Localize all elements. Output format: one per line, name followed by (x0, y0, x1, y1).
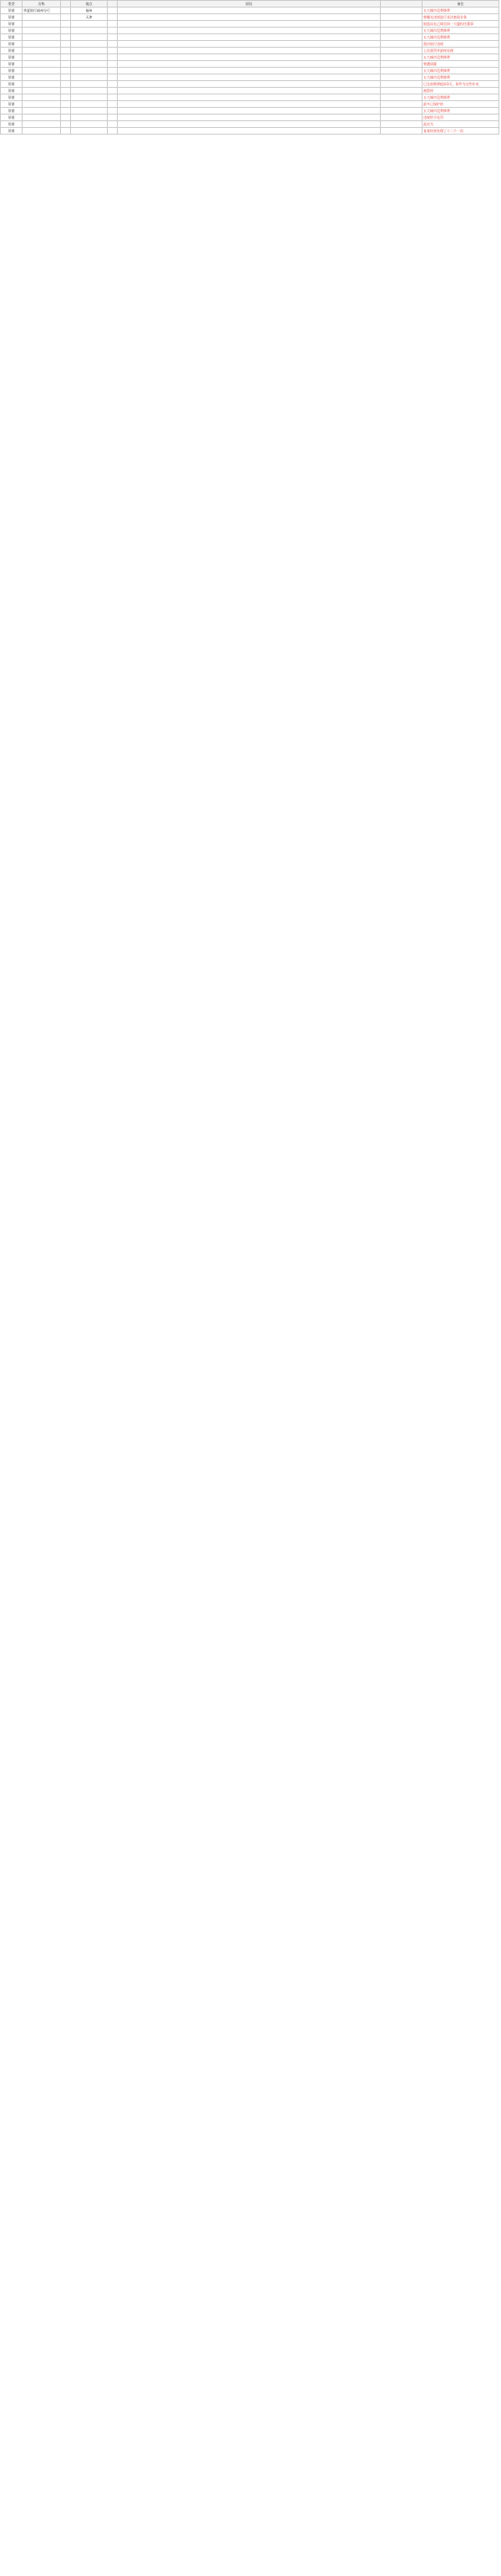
header-row (1, 1, 499, 8)
table-cell[interactable] (61, 48, 71, 54)
table-cell[interactable]: 吊销 (1, 21, 23, 28)
table-cell[interactable] (23, 74, 61, 81)
table-row (1, 8, 499, 14)
table-cell[interactable] (118, 94, 381, 101)
table-cell[interactable] (381, 54, 423, 61)
table-cell[interactable] (71, 41, 108, 48)
table-cell[interactable] (118, 68, 381, 74)
table-cell[interactable] (61, 54, 71, 61)
data-table (0, 0, 499, 135)
table-cell[interactable] (108, 101, 118, 108)
table-row (1, 81, 499, 88)
table-cell[interactable] (23, 81, 61, 88)
table-cell[interactable] (108, 74, 118, 81)
header-cell[interactable] (108, 1, 118, 8)
table-cell[interactable] (23, 54, 61, 61)
table-row (1, 115, 499, 121)
table-cell[interactable]: 吊销 (1, 14, 23, 21)
table-cell[interactable] (23, 121, 61, 128)
table-cell[interactable] (381, 101, 423, 108)
table-row (1, 54, 499, 61)
table-cell[interactable] (108, 48, 118, 54)
table-cell[interactable] (118, 81, 381, 88)
table-cell[interactable] (71, 28, 108, 34)
table-cell[interactable] (71, 21, 108, 28)
table-cell[interactable] (381, 28, 423, 34)
table-cell[interactable]: 银监局长已调至同一大厦担任董事 (423, 21, 499, 28)
header-cell[interactable]: 原因 (118, 1, 381, 8)
table-cell[interactable] (108, 34, 118, 41)
table-cell[interactable]: 五大城市没费降费 (423, 74, 499, 81)
table-cell[interactable] (381, 68, 423, 74)
table-cell[interactable] (23, 34, 61, 41)
table-cell[interactable]: 上次重罚并最终处理 (423, 48, 499, 54)
table-cell[interactable] (108, 54, 118, 61)
header-cell[interactable]: 地点 (71, 1, 108, 8)
header-cell[interactable]: 名称 (23, 1, 61, 8)
table-cell[interactable]: 复查结果处理了十二个一次 (423, 128, 499, 135)
table-cell[interactable]: 华夏银行福州分行 (23, 8, 61, 14)
table-cell[interactable] (108, 121, 118, 128)
table-cell[interactable] (381, 21, 423, 28)
table-cell[interactable] (23, 61, 61, 68)
table-cell[interactable] (61, 115, 71, 121)
table-row (1, 94, 499, 101)
table-cell[interactable] (108, 108, 118, 115)
table-cell[interactable]: 重庆银行违规 (423, 41, 499, 48)
table-cell[interactable]: 曾遭质疑 (423, 61, 499, 68)
table-cell[interactable] (23, 94, 61, 101)
table-cell[interactable]: 五大城市没费降费 (423, 28, 499, 34)
table-cell[interactable] (381, 108, 423, 115)
table-row (1, 88, 499, 94)
table-cell[interactable] (381, 88, 423, 94)
table-cell[interactable] (71, 81, 108, 88)
table-row (1, 48, 499, 54)
table-cell[interactable] (108, 28, 118, 34)
table-row (1, 68, 499, 74)
table-cell[interactable] (71, 88, 108, 94)
table-cell[interactable] (71, 61, 108, 68)
table-cell[interactable] (71, 68, 108, 74)
table-cell[interactable] (118, 88, 381, 94)
table-cell[interactable] (108, 88, 118, 94)
table-cell[interactable] (71, 54, 108, 61)
table-row (1, 28, 499, 34)
table-cell[interactable] (61, 21, 71, 28)
table-cell[interactable]: 吊销 (1, 121, 23, 128)
table-cell[interactable] (71, 108, 108, 115)
table-cell[interactable] (61, 8, 71, 14)
table-cell[interactable] (118, 41, 381, 48)
table-cell[interactable] (381, 74, 423, 81)
table-cell[interactable]: 吊销 (1, 48, 23, 54)
table-cell[interactable] (108, 115, 118, 121)
table-cell[interactable] (118, 121, 381, 128)
table-cell[interactable] (108, 14, 118, 21)
table-cell[interactable] (23, 88, 61, 94)
table-cell[interactable] (23, 101, 61, 108)
table-cell[interactable]: 五大城市没费降费 (423, 94, 499, 101)
table-cell[interactable] (23, 28, 61, 34)
table-row (1, 108, 499, 115)
table-row (1, 14, 499, 21)
table-cell[interactable] (381, 115, 423, 121)
table-cell[interactable] (118, 108, 381, 115)
table-cell[interactable] (71, 101, 108, 108)
table-cell[interactable]: 五大城市没费降费 (423, 8, 499, 14)
header-cell[interactable] (381, 1, 423, 8)
header-cell[interactable]: 备注 (423, 1, 499, 8)
table-cell[interactable] (61, 74, 71, 81)
table-cell[interactable] (23, 14, 61, 21)
table-cell[interactable] (118, 34, 381, 41)
table-cell[interactable] (381, 81, 423, 88)
header-cell[interactable]: 类型 (1, 1, 23, 8)
table-cell[interactable] (61, 108, 71, 115)
table-cell[interactable] (118, 115, 381, 121)
table-cell[interactable] (61, 81, 71, 88)
table-cell[interactable]: 吊销 (1, 115, 23, 121)
table-cell[interactable] (23, 48, 61, 54)
header-cell[interactable] (61, 1, 71, 8)
table-cell[interactable] (118, 128, 381, 135)
table-cell[interactable]: 吊销 (1, 61, 23, 68)
table-cell[interactable]: 违规给予处罚 (423, 115, 499, 121)
table-cell[interactable] (108, 8, 118, 14)
table-cell[interactable] (118, 14, 381, 21)
table-cell[interactable] (61, 88, 71, 94)
table-cell[interactable] (108, 94, 118, 101)
spreadsheet (0, 0, 501, 135)
table-cell[interactable]: 已在前期将提前3天，原件为这些补充 (423, 81, 499, 88)
table-cell[interactable]: 吊销 (1, 88, 23, 94)
table-cell[interactable] (108, 81, 118, 88)
table-cell[interactable] (118, 61, 381, 68)
table-cell[interactable]: 福州 (71, 8, 108, 14)
table-row (1, 121, 499, 128)
table-cell[interactable] (61, 61, 71, 68)
table-row (1, 61, 499, 68)
table-cell[interactable] (61, 41, 71, 48)
table-cell[interactable]: 吊销 (1, 34, 23, 41)
table-cell[interactable] (381, 128, 423, 135)
table-cell[interactable] (71, 74, 108, 81)
table-cell[interactable] (108, 68, 118, 74)
table-cell[interactable] (23, 115, 61, 121)
table-row (1, 34, 499, 41)
table-cell[interactable] (381, 34, 423, 41)
table-cell[interactable] (23, 128, 61, 135)
table-cell[interactable] (61, 101, 71, 108)
table-cell[interactable]: 曾曝光违规进行非法套现业务 (423, 14, 499, 21)
table-cell[interactable]: 吊销 (1, 28, 23, 34)
table-cell[interactable] (108, 21, 118, 28)
table-cell[interactable]: 五大城市没费降费 (423, 108, 499, 115)
table-cell[interactable]: 被暂停 (423, 88, 499, 94)
table-cell[interactable] (61, 14, 71, 21)
table-cell[interactable]: 五大城市没费降费 (423, 34, 499, 41)
table-cell[interactable]: 吊销 (1, 128, 23, 135)
table-cell[interactable] (71, 128, 108, 135)
table-cell[interactable] (108, 61, 118, 68)
table-cell[interactable]: 吊销 (1, 74, 23, 81)
table-row (1, 74, 499, 81)
table-cell[interactable]: 五大城市没费降费 (423, 54, 499, 61)
table-cell[interactable] (118, 54, 381, 61)
table-cell[interactable] (61, 34, 71, 41)
table-cell[interactable] (61, 128, 71, 135)
table-cell[interactable] (71, 34, 108, 41)
table-cell[interactable] (381, 8, 423, 14)
table-cell[interactable]: 吊销 (1, 81, 23, 88)
table-cell[interactable] (118, 48, 381, 54)
table-cell[interactable] (61, 68, 71, 74)
table-cell[interactable] (381, 14, 423, 21)
table-cell[interactable] (23, 41, 61, 48)
table-row (1, 128, 499, 135)
table-row (1, 101, 499, 108)
table-cell[interactable]: 吊销 (1, 101, 23, 108)
table-cell[interactable] (118, 8, 381, 14)
table-cell[interactable] (381, 41, 423, 48)
table-cell[interactable]: 天津 (71, 14, 108, 21)
table-cell[interactable] (381, 121, 423, 128)
table-cell[interactable] (118, 74, 381, 81)
table-cell[interactable]: 五大城市没费降费 (423, 68, 499, 74)
table-cell[interactable]: 吊销 (1, 41, 23, 48)
table-cell[interactable] (71, 94, 108, 101)
table-cell[interactable] (118, 101, 381, 108)
table-row (1, 21, 499, 28)
table-cell[interactable]: 吊销 (1, 68, 23, 74)
table-cell[interactable] (23, 108, 61, 115)
table-cell[interactable] (71, 115, 108, 121)
table-row (1, 41, 499, 48)
table-cell[interactable] (61, 94, 71, 101)
table-cell[interactable] (118, 21, 381, 28)
table-cell[interactable]: 此次为 (423, 121, 499, 128)
table-cell[interactable]: 吊销 (1, 94, 23, 101)
table-cell[interactable]: 吊销 (1, 8, 23, 14)
table-cell[interactable] (61, 121, 71, 128)
table-cell[interactable] (108, 41, 118, 48)
table-cell[interactable] (108, 128, 118, 135)
table-cell[interactable]: 吊销 (1, 108, 23, 115)
table-cell[interactable] (381, 61, 423, 68)
table-cell[interactable] (61, 28, 71, 34)
table-cell[interactable] (381, 94, 423, 101)
table-cell[interactable] (71, 121, 108, 128)
table-cell[interactable]: 最多已保护的 (423, 101, 499, 108)
table-cell[interactable] (23, 21, 61, 28)
table-cell[interactable] (118, 28, 381, 34)
table-cell[interactable]: 吊销 (1, 54, 23, 61)
table-cell[interactable] (23, 68, 61, 74)
table-cell[interactable] (381, 48, 423, 54)
table-cell[interactable] (71, 48, 108, 54)
